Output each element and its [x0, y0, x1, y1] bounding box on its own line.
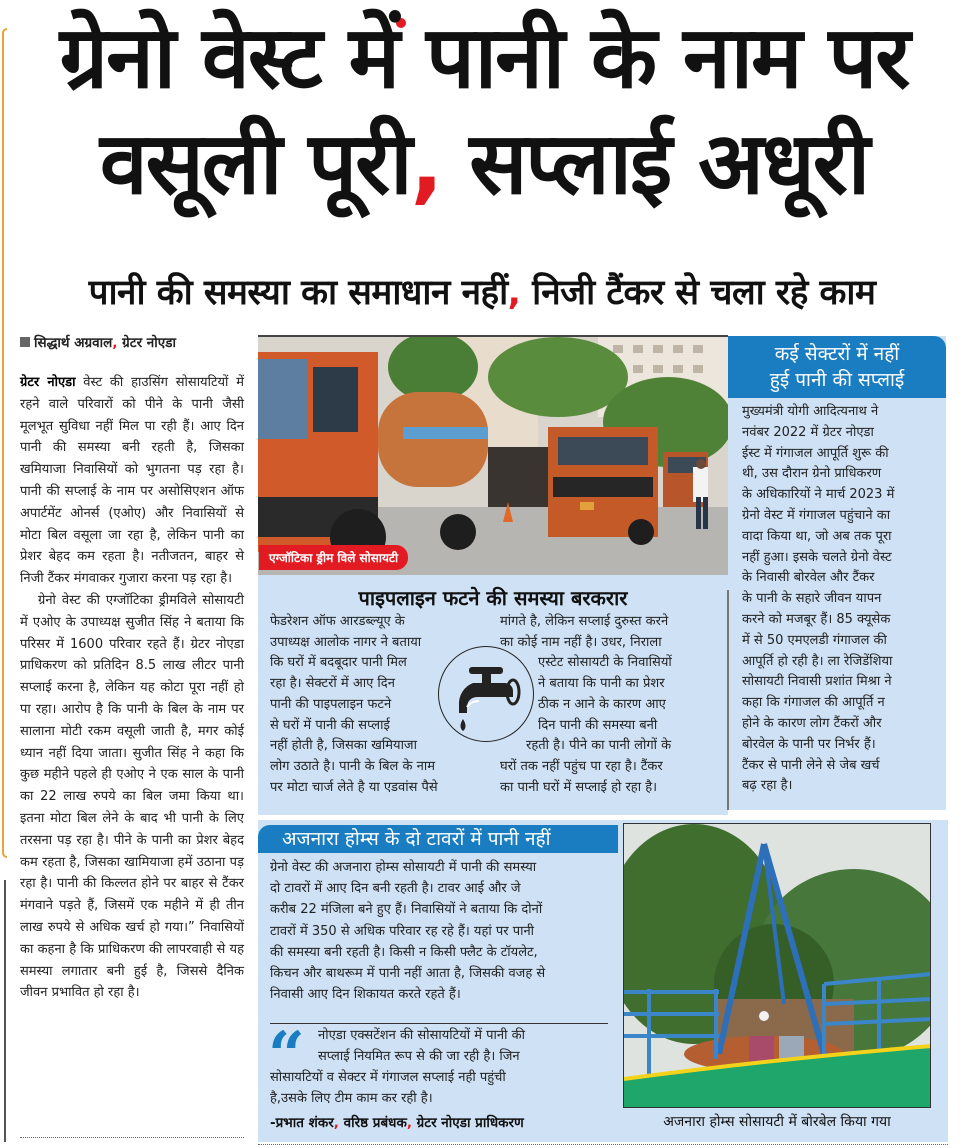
quote-attribution: [270, 1113, 524, 1131]
text-line: किचन और बाथरूम में पानी नहीं आता है, जिसकी वजह से: [270, 966, 546, 982]
text-line: ग्रेनो वेस्ट की अजनारा होम्स सोसायटी में पानी की समस्या: [270, 860, 537, 875]
sectors-sidebar-header: [728, 336, 946, 398]
pipeline-box-title: पाइपलाइन फटने की समस्या बरकरार: [358, 586, 628, 610]
headline-part-1: वसूली पूरी: [99, 114, 411, 214]
attr-comma: ,: [406, 1115, 412, 1131]
borewell-photo: [623, 823, 931, 1108]
main-story-column: [20, 372, 244, 1004]
official-quote: [268, 1018, 615, 1109]
orange-column-rule: [2, 28, 7, 858]
ajnara-body: [270, 857, 620, 1005]
attr-comma: ,: [333, 1115, 339, 1131]
text-line: रहती है। पीने का पानी लोगों के: [526, 738, 672, 754]
text-line: बढ़ रहा है।: [742, 778, 793, 794]
text-line: नहीं हुआ। इसके चलते ग्रेनो वेस्ट: [742, 549, 892, 565]
tanker-photo-illustration: [258, 337, 728, 575]
byline-author: सिद्धार्थ अग्रवाल: [34, 335, 113, 351]
text-line: के पानी के सहारे जीवन यापन: [742, 591, 882, 607]
borewell-photo-illustration: [624, 824, 931, 1108]
ajnara-box-title: अजनारा होम्स के दो टावरों में पानी नहीं: [258, 825, 618, 853]
main-story-paragraph-2: ग्रेनो वेस्ट की एग्जॉटिका ड्रीमविले सोसायटी में एओए के उपाध्यक्ष सुजीत सिंह ने बताया कि परिसर में 1600 परिवार रहते हैं। ग्रेटर नोएडा प्राधिकरण को प्रतिदिन 8.5 लाख लीटर पानी सप्लाई करना है, लेकिन यह कोटा पूरा नहीं हो पा रहा। आरोप है कि पानी के बिल के नाम पर सालाना मोटी रकम वसूली जाती है, मगर कोई ध्यान नहीं दिया जाता। सुजीत सिंह ने कहा कि कुछ महीने पहले ही एओए ने एक साल के पानी का 22 लाख रुपये का बिल जमा किया था। इतना मोटा बिल लेने के बाद भी पानी के लिए तरसना पड़ रहा है। पीने के पानी का प्रेशर बेहद कम रहता है, जिसका खामियाजा हमें उठाना पड़ रहा है। पानी की किल्लत होने पर बाहर से टैंकर मंगवाने पड़ते हैं, जिसमें एक महीने में ही तीन लाख रुपये से अधिक खर्च हो गया।” निवासियों का कहना है कि प्राधिकरण की लापरवाही से यह समस्या लगातार बनी हुई है, जिससे दैनिक जीवन प्रभावित हो रहा है।: [20, 592, 244, 1001]
text-line: थी, उस दौरान ग्रेनो प्राधिकरण: [742, 466, 882, 482]
paragraph-text: वेस्ट की हाउसिंग सोसायटियों में रहने वाले परिवारों को पीने के पानी जैसी मूलभूत सुविधा नहीं मिल पा रही हैं। आए दिन पानी की समस्या बनी रहती है, जिसका खमियाजा निवासियों को भुगतना पड़ रहा है। पानी की सप्लाई के नाम पर असोसिएशन ऑफ अपार्टमेंट ओनर्स (एओए) और निवासियों से मोटा बिल वसूला जा रहा है, लेकिन पानी का प्रेशर बेहद कम रहता है। नतीजतन, बाहर से निजी टैंकर मंगवाकर गुजारा करना पड़ रहा है।: [20, 375, 245, 587]
quote-rule: [270, 1023, 608, 1024]
quote-org: ग्रेटर नोएडा प्राधिकरण: [411, 1115, 524, 1131]
text-line: उपाध्यक्ष आलोक नागर ने बताया: [270, 634, 422, 650]
text-line: नहीं होती है, जिसका खमियाजा: [270, 738, 417, 754]
text-line: फेडरेशन ऑफ आरडब्ल्यूए के: [270, 614, 405, 629]
quote-speaker: -प्रभात शंकर: [270, 1115, 334, 1131]
byline-comma: ,: [112, 335, 118, 351]
quote-line: सप्लाई नियमित रूप से की जा रही है। जिन: [318, 1049, 520, 1064]
tap-icon-circle: [438, 646, 534, 742]
text-line: दो टावरों में आए दिन बनी रहती है। टावर आई और जे: [270, 881, 521, 897]
text-line: का कोई नाम नहीं है। उधर, निराला: [500, 634, 662, 650]
sectors-sidebar-body: [742, 402, 942, 797]
text-line: की समस्या बनी रहती है। किसी न किसी फ्लैट के टॉयलेट,: [270, 944, 538, 960]
sidebar-title-line-2: हुई पानी की सप्लाई: [769, 369, 905, 391]
text-line: एस्टेट सोसायटी के निवासियों: [538, 655, 672, 671]
tanker-photo-caption: एग्जॉटिका ड्रीम विले सोसायटी: [259, 545, 408, 570]
text-line: कहा कि गंगाजल की आपूर्ति न: [742, 695, 885, 711]
text-line: निवासी आए दिन शिकायत करते रहते हैं।: [270, 987, 461, 1003]
subheadline: [10, 268, 954, 318]
text-line: करने को मजबूर हैं। 85 क्यूसेक: [742, 611, 891, 627]
text-line: टावरों में 350 से अधिक परिवार रह रहे हैं। यहां पर पानी: [270, 923, 535, 939]
text-line: रहा है। सेक्टरों में आए दिन: [270, 676, 395, 692]
headline-comma: ,: [410, 114, 442, 214]
headline-line-2: [14, 108, 954, 220]
subheadline-comma: ,: [507, 273, 521, 313]
byline-location: ग्रेटर नोएडा: [117, 335, 176, 351]
text-line: का पानी घरों में सप्लाई हो रहा है।: [500, 779, 658, 795]
text-line: ईस्ट में गंगाजल आपूर्ति शुरू की: [742, 445, 889, 461]
text-line: बोरवेल के पानी पर निर्भर हैं।: [742, 736, 876, 752]
byline: [20, 333, 176, 351]
quote-mark-icon: “: [268, 1018, 305, 1093]
gray-column-rule: [4, 880, 6, 1142]
text-line: मांगते है, लेकिन सप्लाई दुरुस्त करने: [500, 614, 669, 629]
text-line: टैंकर से पानी लेने से जेब खर्च: [742, 757, 880, 773]
page-bottom-rule: [258, 1144, 948, 1145]
text-line: आपूर्ति हो रही है। ला रेजिडेंशिया: [742, 653, 893, 669]
text-line: के अधिकारियों ने मार्च 2023 में: [742, 487, 895, 503]
text-line: ने बताया कि पानी का प्रेशर: [538, 676, 665, 692]
text-line: करीब 22 मंजिला बने हुए हैं। निवासियों ने बताया कि दोनों: [270, 902, 543, 918]
text-line: होने के कारण लोग टैंकरों और: [742, 715, 882, 731]
text-line: में से 50 एमएलडी गंगाजल की: [742, 632, 887, 648]
text-line: ठीक न आने के कारण आए: [538, 696, 666, 712]
borewell-photo-caption: अजनारा होम्स सोसायटी में बोरबेल किया गया: [663, 1114, 891, 1130]
text-line: वादा किया था, जो अब तक पूरा: [742, 528, 892, 544]
text-line: के निवासी बोरवेल और टैंकर: [742, 570, 875, 586]
text-line: लोग उठाते है। पानी के बिल के नाम: [270, 758, 435, 774]
tanker-photo: [258, 335, 728, 575]
text-line: पानी की पाइपलाइन फटने: [270, 696, 392, 712]
headline: [14, 2, 954, 220]
quote-line: नोएडा एक्सटेंशन की सोसायटियों में पानी की: [318, 1028, 525, 1043]
text-line: सोसायटी निवासी प्रशांत मिश्रा ने: [742, 674, 892, 690]
text-line: दिन पानी की समस्या बनी: [538, 717, 658, 733]
byline-square-icon: [20, 337, 30, 347]
column-end-rule: [20, 1137, 244, 1138]
text-line: घरों तक नहीं पहुंच पा रहा है। टैंकर: [500, 758, 663, 774]
water-tap-icon: [439, 647, 532, 740]
quote-line: सोसायटियों व सेक्टर में गंगाजल सप्लाई नही पहुंची: [270, 1070, 506, 1085]
dateline: ग्रेटर नोएडा: [20, 375, 76, 390]
sidebar-divider: [727, 590, 729, 810]
text-line: से घरों में पानी की सप्लाई: [270, 717, 390, 733]
headline-line-1: ग्रेनो वेस्ट में पानी के नाम पर: [59, 8, 909, 108]
text-line: कि घरों में बदबूदार पानी मिल: [270, 655, 407, 671]
quote-line: है,उसके लिए टीम काम कर रही है।: [270, 1091, 433, 1106]
text-line: ग्रेनो वेस्ट में गंगाजल पहुंचाने का: [742, 507, 891, 523]
subheadline-part-2: निजी टैंकर से चला रहे काम: [520, 273, 876, 313]
quote-role: वरिष्ठ प्रबंधक: [338, 1115, 407, 1131]
text-line: पर मोटा चार्ज लेते है या एडवांस पैसे: [270, 779, 438, 795]
subheadline-part-1: पानी की समस्या का समाधान नहीं: [88, 273, 508, 313]
text-line: नवंबर 2022 में ग्रेटर नोएडा: [742, 424, 874, 440]
text-line: मुख्यमंत्री योगी आदित्यनाथ ने: [742, 404, 879, 419]
sidebar-title-line-1: कई सेक्टरों में नहीं: [774, 343, 900, 365]
headline-part-2: सप्लाई अधूरी: [441, 114, 869, 214]
main-story-paragraph-1: [20, 372, 244, 590]
